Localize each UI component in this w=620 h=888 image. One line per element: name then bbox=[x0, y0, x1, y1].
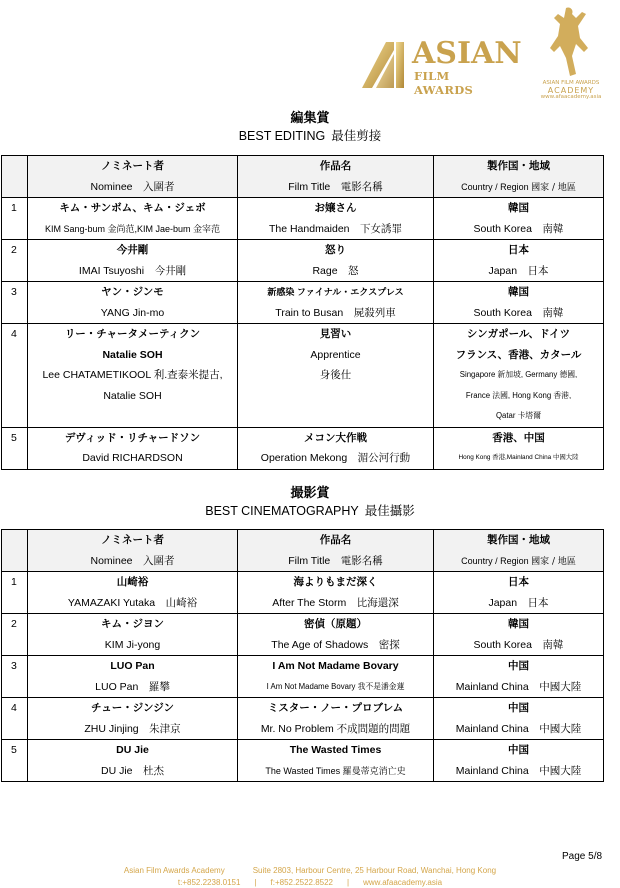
nominee-cell bbox=[28, 324, 238, 428]
country-cell bbox=[434, 198, 604, 240]
film-cell bbox=[238, 572, 434, 614]
row-number-cell bbox=[2, 282, 28, 324]
table-row bbox=[2, 614, 604, 656]
header-nominee-jp: ノミネート者 bbox=[101, 160, 164, 172]
country-line: 日本 bbox=[508, 576, 529, 588]
nominee-cell bbox=[28, 572, 238, 614]
academy-text-line3: www.afaacademy.asia bbox=[540, 94, 602, 100]
film-line: Rage 怒 bbox=[312, 264, 359, 277]
row-number-cell bbox=[2, 427, 28, 469]
row-number-cell bbox=[2, 698, 28, 740]
row-number-cell bbox=[2, 240, 28, 282]
cinematography-section-title bbox=[0, 485, 620, 520]
row-number: 4 bbox=[11, 328, 17, 340]
header-film-jp: 作品名 bbox=[319, 160, 352, 172]
row-number: 2 bbox=[11, 618, 17, 630]
film-line: 怒り bbox=[325, 244, 346, 256]
country-cell bbox=[434, 282, 604, 324]
nominee-line: キム・サンボム、キム・ジェボ bbox=[59, 202, 206, 214]
film-line: Operation Mekong 湄公河行動 bbox=[260, 452, 411, 464]
header-film-cn: 電影名稱 bbox=[340, 554, 383, 567]
film-line: お嬢さん bbox=[314, 202, 357, 214]
row-number-cell bbox=[2, 740, 28, 782]
country-line: Japan 日本 bbox=[488, 264, 549, 277]
nominee-cell bbox=[28, 240, 238, 282]
country-line: South Korea 南韓 bbox=[473, 222, 564, 235]
film-cell bbox=[238, 614, 434, 656]
country-cell bbox=[434, 656, 604, 698]
nominee-line: ZHU Jinjing 朱津京 bbox=[84, 722, 181, 735]
header-nominee-cn: 入圍者 bbox=[143, 180, 175, 193]
header-nominee-cn: 入圍者 bbox=[143, 554, 175, 567]
logo-chevron-icon bbox=[360, 40, 408, 90]
header-nominee-en: Nominee bbox=[90, 554, 133, 567]
film-line: I Am Not Madame Bovary 我不是潘金蓮 bbox=[266, 681, 405, 691]
header-country-en: Country / Region bbox=[461, 555, 529, 566]
row-number: 3 bbox=[11, 286, 17, 298]
country-line: Mainland China 中國大陸 bbox=[455, 722, 582, 735]
nominee-line: チュー・ジンジン bbox=[91, 702, 174, 714]
country-line: Mainland China 中國大陸 bbox=[455, 764, 582, 777]
row-number: 3 bbox=[11, 660, 17, 672]
film-cell bbox=[238, 324, 434, 428]
country-line: 中国 bbox=[508, 660, 529, 672]
editing-title-jp: 編集賞 bbox=[290, 111, 330, 126]
header-film-cn: 電影名稱 bbox=[340, 180, 383, 193]
nominee-line: デヴィッド・リチャードソン bbox=[64, 431, 201, 444]
editing-nominees-table bbox=[1, 155, 604, 470]
nominee-cell bbox=[28, 698, 238, 740]
academy-figure-icon bbox=[536, 4, 606, 80]
nominee-line: YANG Jin-mo bbox=[100, 306, 165, 319]
country-line: South Korea 南韓 bbox=[473, 306, 564, 319]
cinematography-table-body bbox=[2, 572, 604, 782]
nominee-cell bbox=[28, 614, 238, 656]
film-line: 新感染 ファイナル・エクスプレス bbox=[267, 287, 404, 297]
film-line: 海よりもまだ深く bbox=[293, 576, 378, 588]
table-row bbox=[2, 240, 604, 282]
country-cell bbox=[434, 324, 604, 428]
country-cell bbox=[434, 427, 604, 469]
footer-website-link[interactable]: www.afaacademy.asia bbox=[363, 878, 443, 887]
row-number: 5 bbox=[11, 431, 17, 444]
film-cell bbox=[238, 198, 434, 240]
header-country-en: Country / Region bbox=[461, 181, 529, 192]
footer-separator: | bbox=[347, 878, 350, 887]
row-number-cell bbox=[2, 324, 28, 428]
header-num-cell bbox=[2, 530, 28, 572]
table-row bbox=[2, 572, 604, 614]
nominee-cell bbox=[28, 198, 238, 240]
film-line: The Age of Shadows 密探 bbox=[271, 638, 400, 651]
country-line: 韓国 bbox=[508, 202, 529, 214]
header-film-cell bbox=[238, 156, 434, 198]
film-line: The Wasted Times bbox=[289, 744, 382, 756]
header-num-cell bbox=[2, 156, 28, 198]
academy-logo bbox=[536, 4, 606, 104]
film-line: 見習い bbox=[319, 328, 352, 340]
header-country-cn: 國家 / 地區 bbox=[531, 556, 576, 567]
nominee-line: Lee CHATAMETIKOOL 利.查泰米提古, bbox=[42, 369, 223, 381]
film-line: The Wasted Times 羅曼蒂克消亡史 bbox=[265, 765, 406, 776]
header-film-jp: 作品名 bbox=[319, 534, 352, 546]
country-cell bbox=[434, 240, 604, 282]
film-line: Apprentice bbox=[310, 348, 361, 361]
film-line: Mr. No Problem 不成問題的問題 bbox=[260, 722, 411, 735]
nominee-cell bbox=[28, 656, 238, 698]
header-nominee-cell bbox=[28, 530, 238, 572]
logo-text-film-awards: FILM AWARDS bbox=[414, 69, 474, 97]
film-line: I Am Not Madame Bovary bbox=[272, 660, 399, 672]
row-number-cell bbox=[2, 656, 28, 698]
header-film-en: Film Title bbox=[288, 180, 331, 193]
film-line: After The Storm 比海還深 bbox=[272, 596, 399, 609]
country-line: Mainland China 中國大陸 bbox=[455, 680, 582, 693]
row-number: 5 bbox=[11, 744, 17, 756]
film-line: メコン大作戦 bbox=[304, 431, 367, 444]
footer-contact-line bbox=[0, 877, 620, 888]
editing-title-en: BEST EDITING bbox=[238, 129, 326, 143]
header-country-cell bbox=[434, 530, 604, 572]
film-cell bbox=[238, 656, 434, 698]
row-number-cell bbox=[2, 198, 28, 240]
academy-text-line1: ASIAN FILM AWARDS bbox=[542, 80, 600, 86]
table-row bbox=[2, 198, 604, 240]
nominee-line: Natalie SOH bbox=[103, 389, 162, 402]
row-number: 1 bbox=[11, 576, 17, 588]
country-line: 韓国 bbox=[508, 286, 529, 298]
nominee-cell bbox=[28, 282, 238, 324]
editing-title-cn: 最佳剪接 bbox=[331, 128, 382, 143]
header-country-cn: 國家 / 地區 bbox=[531, 182, 576, 193]
nominee-line: DU Jie 杜杰 bbox=[100, 764, 164, 777]
footer-address-line bbox=[0, 865, 620, 876]
nominee-line: ヤン・ジンモ bbox=[101, 286, 164, 298]
page-number: Page 5/8 bbox=[562, 851, 603, 862]
nominee-line: KIM Ji-yong bbox=[104, 638, 161, 651]
table-header-row bbox=[2, 530, 604, 572]
nominee-line: リー・チャータメーティクン bbox=[64, 328, 201, 340]
country-line: Japan 日本 bbox=[488, 596, 549, 609]
country-line: 香港、中国 bbox=[492, 431, 545, 444]
row-number: 1 bbox=[11, 202, 17, 214]
country-line: Qatar 卡塔爾 bbox=[495, 411, 542, 420]
nominee-line: Natalie SOH bbox=[102, 348, 163, 361]
country-line: 日本 bbox=[508, 244, 529, 256]
nominee-line: David RICHARDSON bbox=[82, 452, 183, 464]
film-cell bbox=[238, 427, 434, 469]
footer-fax: f:+852.2522.8522 bbox=[270, 878, 334, 887]
country-cell bbox=[434, 614, 604, 656]
film-line: The Handmaiden 下女誘罪 bbox=[268, 222, 403, 235]
country-line: France 法國, Hong Kong 香港, bbox=[465, 390, 572, 400]
country-line: シンガポール、ドイツ bbox=[466, 328, 571, 340]
country-cell bbox=[434, 740, 604, 782]
nominee-line: KIM Sang-bum 金尚范,KIM Jae-bum 金宰范 bbox=[44, 223, 221, 234]
nominee-line: 今井剛 bbox=[116, 244, 149, 256]
cinematography-title-en: BEST CINEMATOGRAPHY bbox=[205, 504, 359, 518]
header-country-jp: 製作国・地域 bbox=[487, 160, 550, 172]
film-cell bbox=[238, 740, 434, 782]
footer-address: Suite 2803, Harbour Centre, 25 Harbour Road, Wanchai, Hong Kong bbox=[252, 866, 497, 875]
film-cell bbox=[238, 282, 434, 324]
nominee-line: IMAI Tsuyoshi 今井剛 bbox=[78, 264, 187, 277]
nominee-cell bbox=[28, 427, 238, 469]
nominee-line: キム・ジヨン bbox=[101, 618, 164, 630]
country-line: Singapore 新加坡, Germany 德國, bbox=[459, 370, 578, 379]
film-line: Train to Busan 屍殺列車 bbox=[275, 306, 396, 319]
nominee-cell bbox=[28, 740, 238, 782]
film-line: 身後仕 bbox=[319, 369, 352, 381]
country-line: Hong Kong 香港,Mainland China 中國大陸 bbox=[458, 454, 579, 461]
nominee-line: DU Jie bbox=[116, 744, 149, 756]
footer-org: Asian Film Awards Academy bbox=[123, 866, 225, 875]
film-line: 密偵（原題） bbox=[304, 618, 367, 630]
country-line: 中国 bbox=[508, 702, 529, 714]
header-nominee-en: Nominee bbox=[90, 180, 133, 193]
nominee-line: LUO Pan 羅攀 bbox=[95, 680, 170, 693]
header-film-cell bbox=[238, 530, 434, 572]
academy-text-line2: ACADEMY bbox=[547, 86, 595, 95]
country-cell bbox=[434, 572, 604, 614]
header-nominee-cell bbox=[28, 156, 238, 198]
header-film-en: Film Title bbox=[288, 554, 331, 567]
cinematography-title-cn: 最佳攝影 bbox=[364, 503, 415, 518]
row-number: 4 bbox=[11, 702, 17, 714]
table-header-row bbox=[2, 156, 604, 198]
country-cell bbox=[434, 698, 604, 740]
row-number-cell bbox=[2, 572, 28, 614]
table-row bbox=[2, 427, 604, 469]
cinematography-nominees-table bbox=[1, 529, 604, 782]
country-line: South Korea 南韓 bbox=[473, 638, 564, 651]
logo-text-asian: ASIAN bbox=[412, 36, 522, 71]
table-row bbox=[2, 740, 604, 782]
table-row bbox=[2, 698, 604, 740]
table-row bbox=[2, 282, 604, 324]
asian-film-awards-logo bbox=[360, 36, 522, 97]
cinematography-title-jp: 撮影賞 bbox=[290, 486, 330, 501]
nominee-line: LUO Pan bbox=[110, 660, 155, 672]
film-cell bbox=[238, 240, 434, 282]
editing-section-title bbox=[0, 110, 620, 145]
row-number: 2 bbox=[11, 244, 17, 256]
nominee-line: YAMAZAKI Yutaka 山崎裕 bbox=[67, 596, 198, 609]
footer-separator: | bbox=[254, 878, 257, 887]
header-country-cell bbox=[434, 156, 604, 198]
row-number-cell bbox=[2, 614, 28, 656]
film-cell bbox=[238, 698, 434, 740]
header-country-jp: 製作国・地域 bbox=[487, 534, 550, 546]
editing-table-body bbox=[2, 198, 604, 470]
footer-tel: t:+852.2238.0151 bbox=[177, 878, 241, 887]
nominee-line: 山崎裕 bbox=[116, 576, 149, 588]
film-line: ミスター・ノー・プロブレム bbox=[267, 702, 404, 714]
country-line: 中国 bbox=[508, 744, 529, 756]
country-line: 韓国 bbox=[508, 618, 529, 630]
header-nominee-jp: ノミネート者 bbox=[101, 534, 164, 546]
table-row bbox=[2, 324, 604, 428]
country-line: フランス、香港、カタール bbox=[455, 348, 582, 361]
table-row bbox=[2, 656, 604, 698]
